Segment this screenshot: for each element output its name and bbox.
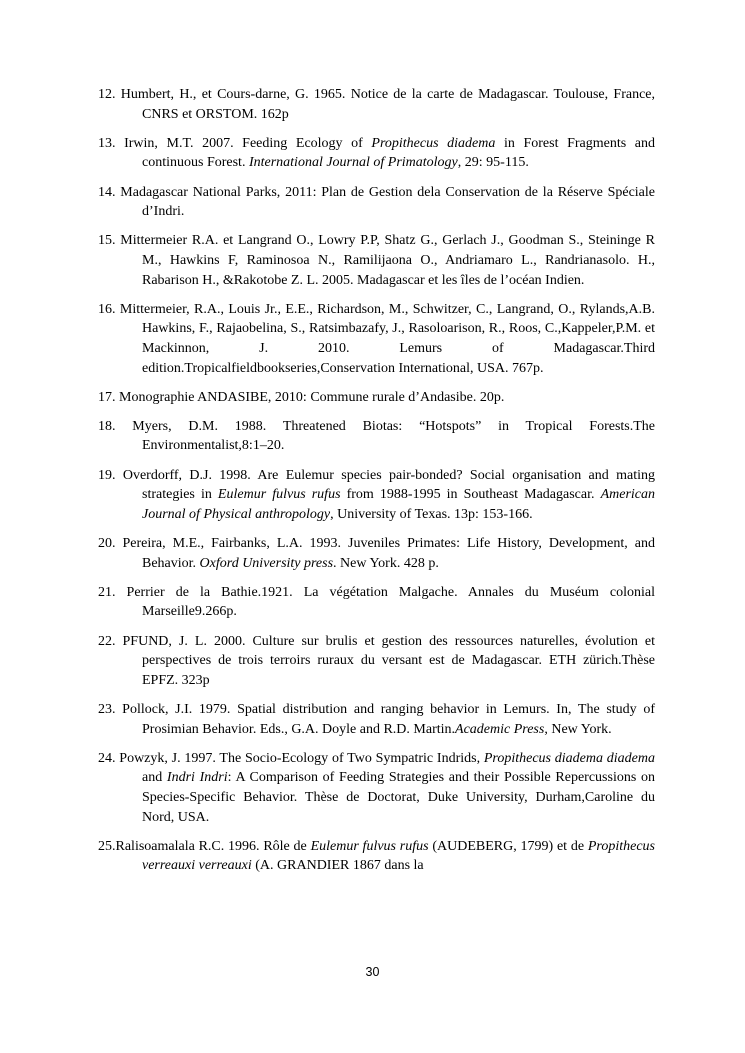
reference-entry <box>98 183 655 222</box>
reference-text: 14. Madagascar National Parks, 2011: Plan de Gestion dela Conservation de la Réserve Spéciale d’Indri. <box>98 184 655 220</box>
reference-italic-text: Indri Indri <box>166 770 228 786</box>
reference-italic-text: Oxford University press <box>199 555 334 571</box>
reference-text: 22. PFUND, J. L. 2000. Culture sur brulis et gestion des ressources naturelles, évolution et perspectives de trois terroirs ruraux du versant est de Madagascar. ETH zürich.Thèse EPFZ. 323p <box>98 633 655 688</box>
page-number: 30 <box>365 965 380 979</box>
reference-entry <box>98 417 655 456</box>
reference-italic-text: Eulemur fulvus rufus <box>310 838 429 854</box>
reference-text: 12. Humbert, H., et Cours-darne, G. 1965. Notice de la carte de Madagascar. Toulouse, France, CNRS et ORSTOM. 162p <box>98 87 655 122</box>
reference-text: 17. Monographie ANDASIBE, 2010: Commune rurale d’Andasibe. 20p. <box>98 389 505 405</box>
reference-text: 25.Ralisoamalala R.C. 1996. Rôle de <box>98 838 311 854</box>
reference-entry <box>98 85 655 124</box>
reference-entry <box>98 837 655 876</box>
reference-text: 15. Mittermeier R.A. et Langrand O., Lowry P.P, Shatz G., Gerlach J., Goodman S., Steininge R M., Hawkins F, Raminosoa N., Ramilijaona O., Andriamaro L., Randrianasolo. H., Rabarison H., &Rakotobe Z. L. 2005. Madagascar et les îles de l’océan Indien. <box>98 233 655 288</box>
reference-text: 18. Myers, D.M. 1988. Threatened Biotas: “Hotspots” in Tropical Forests.The Environmentalist,8:1–20. <box>98 418 655 454</box>
reference-entry <box>98 300 655 378</box>
reference-text: 21. Perrier de la Bathie.1921. La végétation Malgache. Annales du Muséum colonial Marseille9.266p. <box>98 584 655 620</box>
reference-text: from 1988-1995 in Southeast Madagascar. <box>340 487 601 503</box>
reference-entry <box>98 466 655 525</box>
reference-text: (A. GRANDIER 1867 dans la <box>251 858 424 874</box>
reference-text: and <box>142 770 167 786</box>
reference-italic-text: Academic Press <box>455 721 545 737</box>
reference-entry <box>98 134 655 173</box>
reference-italic-text: International Journal of Primatology <box>248 155 458 171</box>
reference-italic-text: American Journal of Physical anthropology <box>142 487 655 522</box>
reference-entry <box>98 388 655 408</box>
reference-entry <box>98 583 655 622</box>
reference-text: 23. Pollock, J.I. 1979. Spatial distribution and ranging behavior in Lemurs. In, The study of Prosimian Behavior. Eds., G.A. Doyle and R.D. Martin. <box>98 701 655 737</box>
reference-italic-text: Propithecus verreauxi verreauxi <box>142 838 655 874</box>
reference-entry <box>98 632 655 691</box>
reference-text: . New York. 428 p. <box>333 555 439 571</box>
reference-text: , New York. <box>544 721 612 737</box>
reference-text: (AUDEBERG, 1799) et de <box>428 838 588 854</box>
reference-text: : A Comparison of Feeding Strategies and their Possible Repercussions on Species-Specific Behavior. Thèse de Doctorat, Duke University, Durham,Caroline du Nord, USA. <box>142 770 656 825</box>
reference-text: 19. Overdorff, D.J. 1998. Are Eulemur species pair-bonded? Social organisation and mating strategies in <box>98 467 655 503</box>
reference-text: 24. Powzyk, J. 1997. The Socio-Ecology of Two Sympatric Indrids, <box>98 750 484 766</box>
reference-entry <box>98 700 655 739</box>
reference-text: 20. Pereira, M.E., Fairbanks, L.A. 1993. Juveniles Primates: Life History, Development, and Behavior. <box>98 536 655 571</box>
reference-text: 13. Irwin, M.T. 2007. Feeding Ecology of <box>98 135 372 151</box>
reference-text: , University of Texas. 13p: 153-166. <box>330 506 533 522</box>
reference-list <box>98 85 655 886</box>
reference-entry <box>98 534 655 573</box>
reference-italic-text: Propithecus diadema <box>371 135 496 151</box>
reference-italic-text: Eulemur fulvus rufus <box>217 487 341 503</box>
reference-entry <box>98 749 655 827</box>
reference-text: in Forest Fragments and continuous Forest. <box>142 135 655 171</box>
reference-text: 16. Mittermeier, R.A., Louis Jr., E.E., Richardson, M., Schwitzer, C., Langrand, O., Rylands,A.B. Hawkins, F., Rajaobelina, S., Ratsimbazafy, J., Rasoloarison, R., Roos, C.,Kappeler,P.M. et Mackinnon, J. 2010. Lemurs of Madagascar.Third edition.Tropicalfieldbookseries,Conservation International, USA. 767p. <box>98 301 655 376</box>
reference-italic-text: Propithecus diadema diadema <box>483 750 655 766</box>
reference-entry <box>98 231 655 290</box>
reference-text: , 29: 95-115. <box>457 155 529 171</box>
